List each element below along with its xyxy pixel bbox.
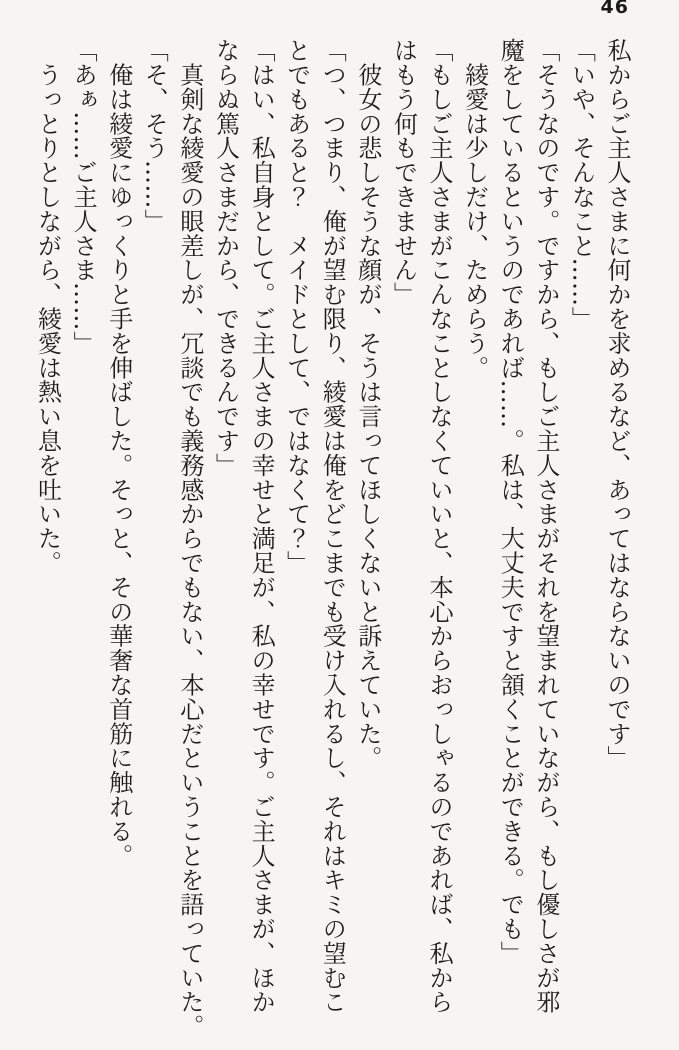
novel-text-block [29, 38, 634, 1039]
text-line: 「そ、そう……」 [140, 38, 169, 234]
text-line: はもう何もできません」 [389, 38, 418, 307]
text-line: うっとりとしながら、綾愛は熱い息を吐いた。 [33, 38, 62, 575]
text-line: 「つ、つまり、俺が望む限り、綾愛は俺をどこまでも受け入れるし、それはキミの望むこ [318, 38, 347, 1014]
text-line: 綾愛は少しだけ、ためらう。 [460, 38, 489, 380]
text-line: 真剣な綾愛の眼差しが、冗談でも義務感からでもない、本心だということを語っていた。 [175, 38, 204, 1039]
text-line: とでもあると？ メイドとして、ではなくて？」 [282, 38, 311, 575]
text-line: 「そうなのです。ですから、もしご主人さまがそれを望まれていながら、もし優しさが邪 [531, 38, 560, 1014]
text-line: 「はい、私自身として。ご主人さまの幸せと満足が、私の幸せです。ご主人さまが、ほか [247, 38, 276, 1014]
text-line: 「あぁ……ご主人さま……」 [69, 38, 98, 356]
text-line: 魔をしているというのであれば……。私は、大丈夫ですと頷くことができる。でも」 [496, 38, 525, 966]
text-line: 私からご主人さまに何かを求めるなど、あってはならないのです」 [603, 38, 631, 770]
text-line: ならぬ篤人さまだから、できるんです」 [211, 38, 240, 478]
text-line: 「もしご主人さまがこんなことしなくていいと、本心からおっしゃるのであれば、私から [425, 38, 454, 1014]
text-line: 「いや、そんなこと……」 [567, 38, 596, 331]
text-line: 俺は綾愛にゆっくりと手を伸ばした。そっと、その華奢な首筋に触れる。 [104, 38, 133, 868]
text-line: 彼女の悲しそうな顔が、そうは言ってほしくないと訴えていた。 [353, 38, 382, 770]
page-number: 46 [600, 0, 629, 18]
